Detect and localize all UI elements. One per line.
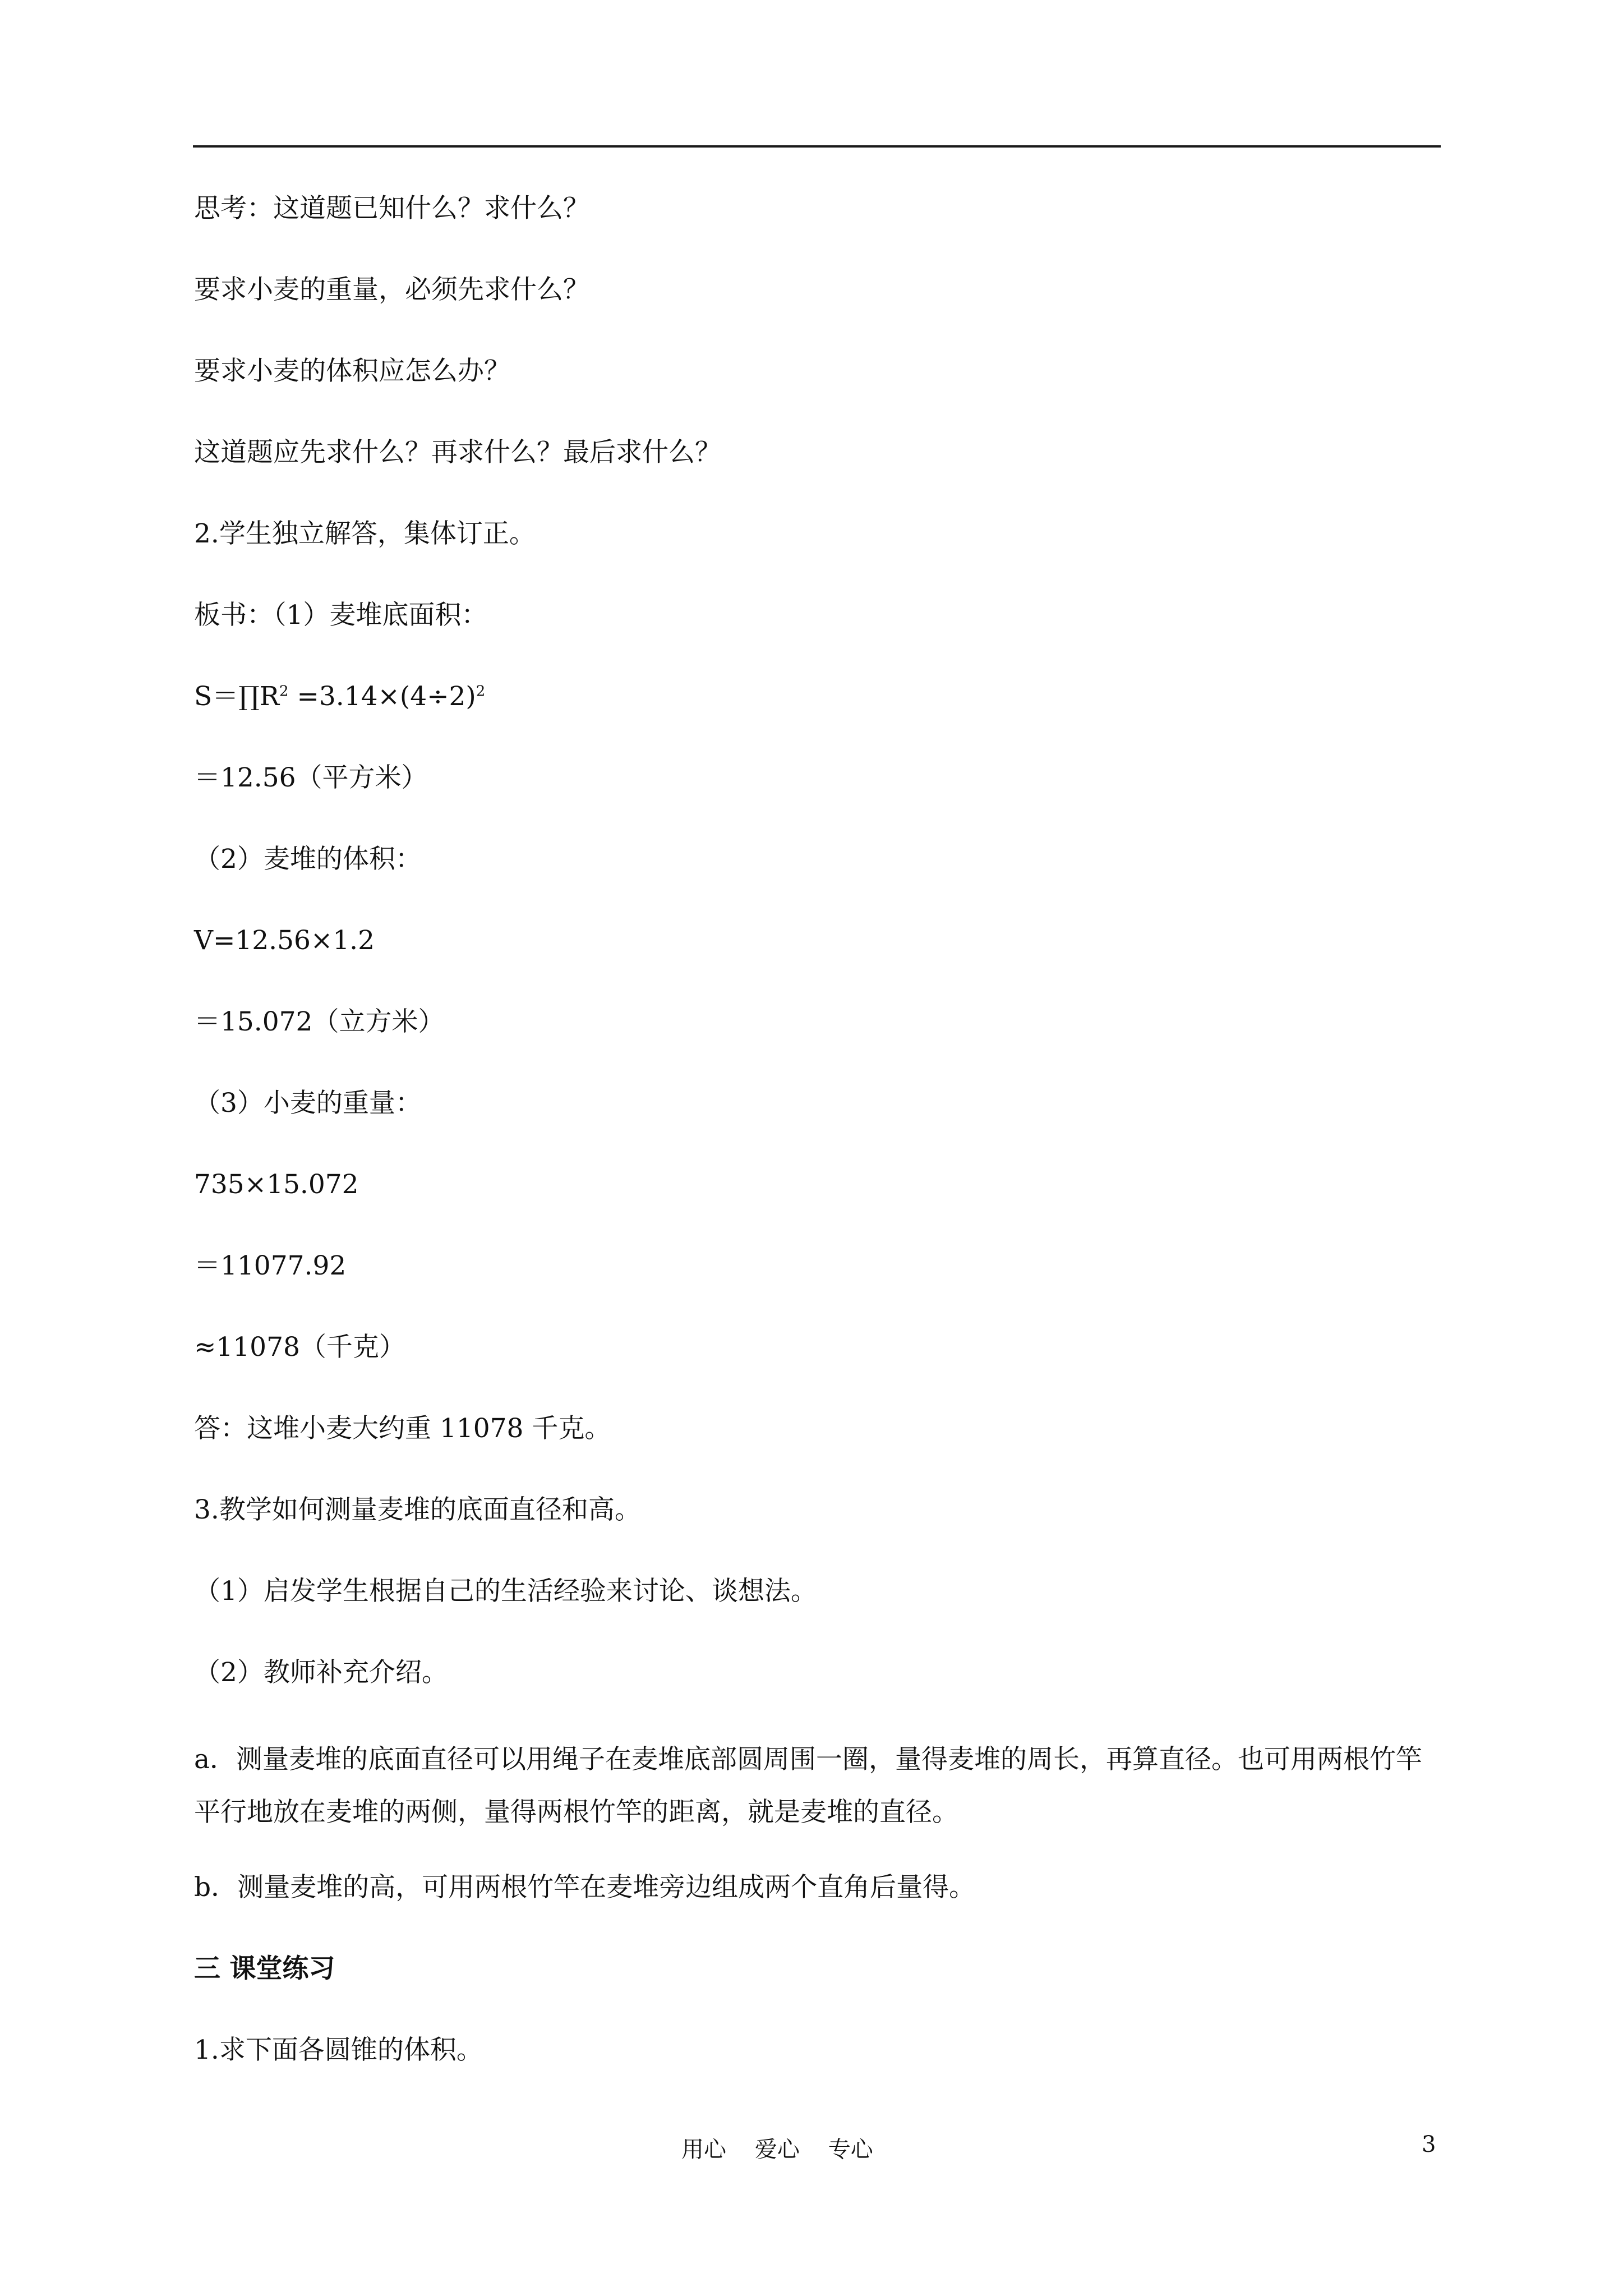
page-number: 3 (1422, 2132, 1436, 2157)
section-heading: 三 课堂练习 (194, 1953, 335, 1984)
volume-formula: V=12.56×1.2 (194, 925, 375, 956)
weight-approx: ≈11078（千克） (194, 1332, 405, 1363)
page-footer (0, 2132, 1623, 2165)
step-3-sub-1: （1）启发学生根据自己的生活经验来讨论、谈想法。 (194, 1576, 817, 1607)
volume-result: ＝15.072（立方米） (194, 1006, 445, 1037)
step-3-sub-2: （2）教师补充介绍。 (194, 1657, 448, 1688)
weight-result: ＝11077.92 (194, 1250, 347, 1281)
header-rule (193, 145, 1441, 148)
question-line-4: 这道题应先求什么？再求什么？最后求什么？ (194, 437, 721, 468)
formula-exponent-2: 2 (476, 683, 486, 700)
exercise-1: 1.求下面各圆锥的体积。 (194, 2035, 483, 2065)
question-line-2: 要求小麦的重量，必须先求什么？ (194, 274, 589, 305)
question-line-1: 思考：这道题已知什么？求什么？ (194, 193, 589, 224)
document-body (194, 188, 1442, 2070)
weight-formula: 735×15.072 (194, 1169, 359, 1200)
formula-part-2: =3.14×(4÷2) (288, 681, 476, 712)
formula-part-1: S＝∏R (194, 681, 279, 712)
area-formula (194, 676, 1442, 717)
board-writing-line: 板书：（1）麦堆底面积： (194, 600, 488, 631)
step-3-line: 3.教学如何测量麦堆的底面直径和高。 (194, 1494, 641, 1525)
formula-exponent-1: 2 (279, 683, 289, 700)
footer-motto: 用心 爱心 专心 (681, 2137, 873, 2162)
paragraph-b: b．测量麦堆的高，可用两根竹竿在麦堆旁边组成两个直角后量得。 (194, 1872, 976, 1903)
answer-line: 答：这堆小麦大约重 11078 千克。 (194, 1413, 611, 1444)
volume-heading: （2）麦堆的体积： (194, 844, 422, 875)
question-line-3: 要求小麦的体积应怎么办？ (194, 356, 510, 386)
step-2-line: 2.学生独立解答，集体订正。 (194, 518, 536, 549)
paragraph-a: a．测量麦堆的底面直径可以用绳子在麦堆底部圆周围一圈，量得麦堆的周长，再算直径。也可用两根竹竿平行地放在麦堆的两侧，量得两根竹竿的距离，就是麦堆的直径。 (194, 1744, 1423, 1828)
weight-heading: （3）小麦的重量： (194, 1088, 422, 1119)
area-result: ＝12.56（平方米） (194, 762, 428, 793)
